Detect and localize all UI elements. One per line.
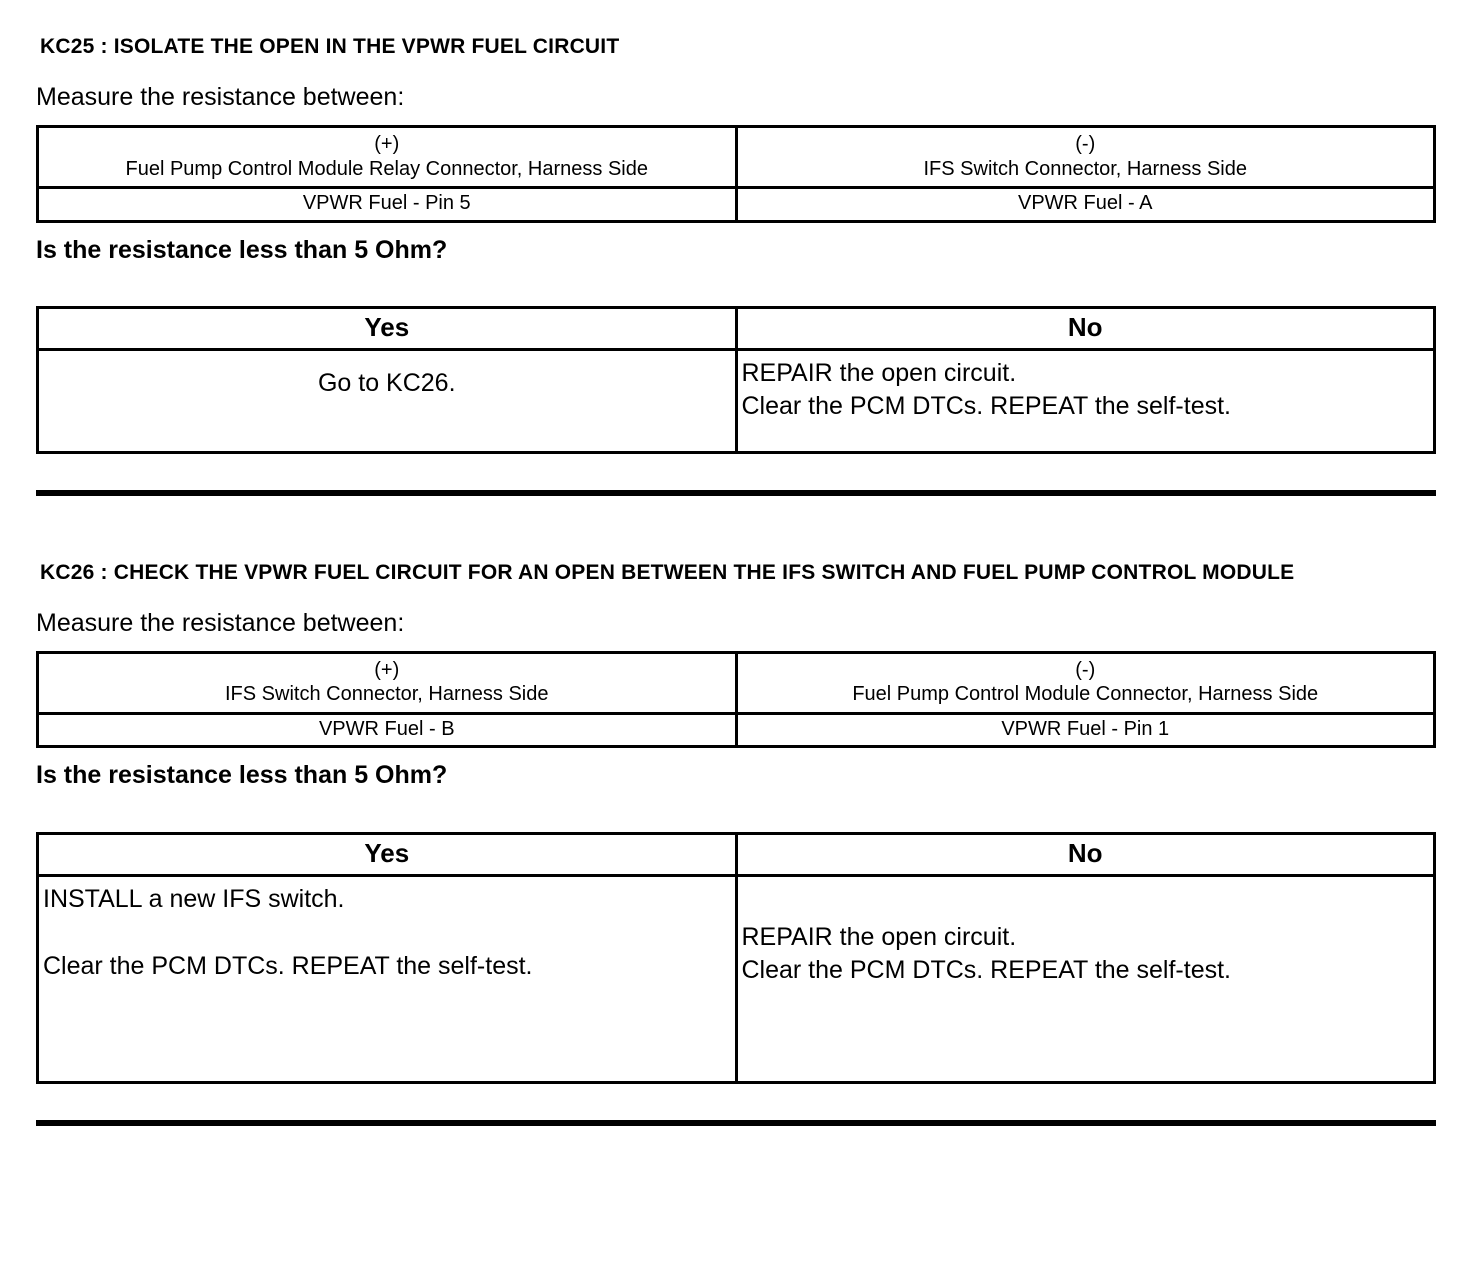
answer-no-header-cell: [736, 308, 1435, 350]
negative-connector-label: IFS Switch Connector, Harness Side: [923, 157, 1247, 180]
step-heading-kc25: KC25 : ISOLATE THE OPEN IN THE VPWR FUEL CIRCUIT: [40, 35, 620, 58]
table-row: [38, 127, 1435, 188]
table-row: [38, 349, 1435, 452]
positive-connector-label: Fuel Pump Control Module Relay Connector, Harness Side: [125, 157, 648, 180]
answer-no-action-line-2: Clear the PCM DTCs. REPEAT the self-test.: [741, 955, 1231, 984]
measurement-table-kc26: [36, 651, 1436, 748]
answer-yes-label: Yes: [364, 312, 410, 343]
table-row: [38, 653, 1435, 714]
answer-yes-action-line-1: INSTALL a new IFS switch.: [43, 884, 345, 913]
procedure-step-kc25: [36, 32, 1436, 496]
answer-yes-action-cell: [38, 349, 737, 452]
answer-no-action-line-1: REPAIR the open circuit.: [741, 922, 1017, 951]
answer-table-kc25: [36, 306, 1436, 454]
negative-sign-label: (-): [1075, 659, 1096, 682]
measurement-positive-pin-cell: [38, 188, 737, 222]
measurement-table-kc25: [36, 125, 1436, 222]
answer-yes-header-cell: [38, 833, 737, 875]
step-heading-kc26: KC26 : CHECK THE VPWR FUEL CIRCUIT FOR AN OPEN BETWEEN THE IFS SWITCH AND FUEL PUMP CONTROL MODULE: [40, 560, 1295, 584]
negative-sign-label: (-): [1075, 133, 1096, 156]
measurement-negative-pin-cell: [736, 713, 1435, 747]
measurement-instruction-kc26: Measure the resistance between:: [36, 608, 405, 637]
answer-no-action-cell: [736, 875, 1435, 1082]
answer-no-label: No: [1067, 837, 1103, 868]
section-spacer: [36, 496, 1436, 550]
table-row: [38, 875, 1435, 1082]
table-row: [38, 713, 1435, 747]
measurement-positive-header-cell: [38, 127, 737, 188]
table-row: [38, 188, 1435, 222]
measurement-positive-pin-cell: [38, 713, 737, 747]
negative-connector-label: Fuel Pump Control Module Connector, Harness Side: [852, 683, 1319, 706]
answer-yes-action-line-1: Go to KC26.: [317, 368, 456, 397]
measurement-instruction-kc25: Measure the resistance between:: [36, 82, 405, 111]
positive-sign-label: (+): [374, 133, 400, 156]
answer-yes-action-line-3: Clear the PCM DTCs. REPEAT the self-test.: [43, 951, 533, 980]
answer-yes-label: Yes: [364, 837, 410, 868]
answer-yes-blank-line: [43, 916, 731, 950]
answer-table-kc26: [36, 832, 1436, 1084]
table-row: [38, 833, 1435, 875]
answer-no-action-line-2: Clear the PCM DTCs. REPEAT the self-test.: [741, 391, 1231, 420]
step-question-kc25: Is the resistance less than 5 Ohm?: [36, 235, 448, 264]
measurement-negative-header-cell: [736, 127, 1435, 188]
measurement-negative-pin-cell: [736, 188, 1435, 222]
answer-no-action-cell: [736, 349, 1435, 452]
answer-no-header-cell: [736, 833, 1435, 875]
step-question-kc26: Is the resistance less than 5 Ohm?: [36, 761, 448, 790]
negative-pin-label: VPWR Fuel - Pin 1: [1001, 717, 1170, 740]
answer-no-label: No: [1067, 312, 1103, 343]
answer-no-action-line-1: REPAIR the open circuit.: [741, 358, 1017, 387]
measurement-negative-header-cell: [736, 653, 1435, 714]
answer-yes-header-cell: [38, 308, 737, 350]
positive-connector-label: IFS Switch Connector, Harness Side: [225, 683, 549, 706]
measurement-positive-header-cell: [38, 653, 737, 714]
positive-sign-label: (+): [374, 659, 400, 682]
section-divider-2: [36, 1120, 1436, 1126]
table-row: [38, 308, 1435, 350]
answer-yes-action-cell: [38, 875, 737, 1082]
positive-pin-label: VPWR Fuel - Pin 5: [302, 192, 471, 215]
positive-pin-label: VPWR Fuel - B: [318, 717, 455, 740]
procedure-step-kc26: [36, 558, 1436, 1126]
negative-pin-label: VPWR Fuel - A: [1018, 192, 1153, 215]
